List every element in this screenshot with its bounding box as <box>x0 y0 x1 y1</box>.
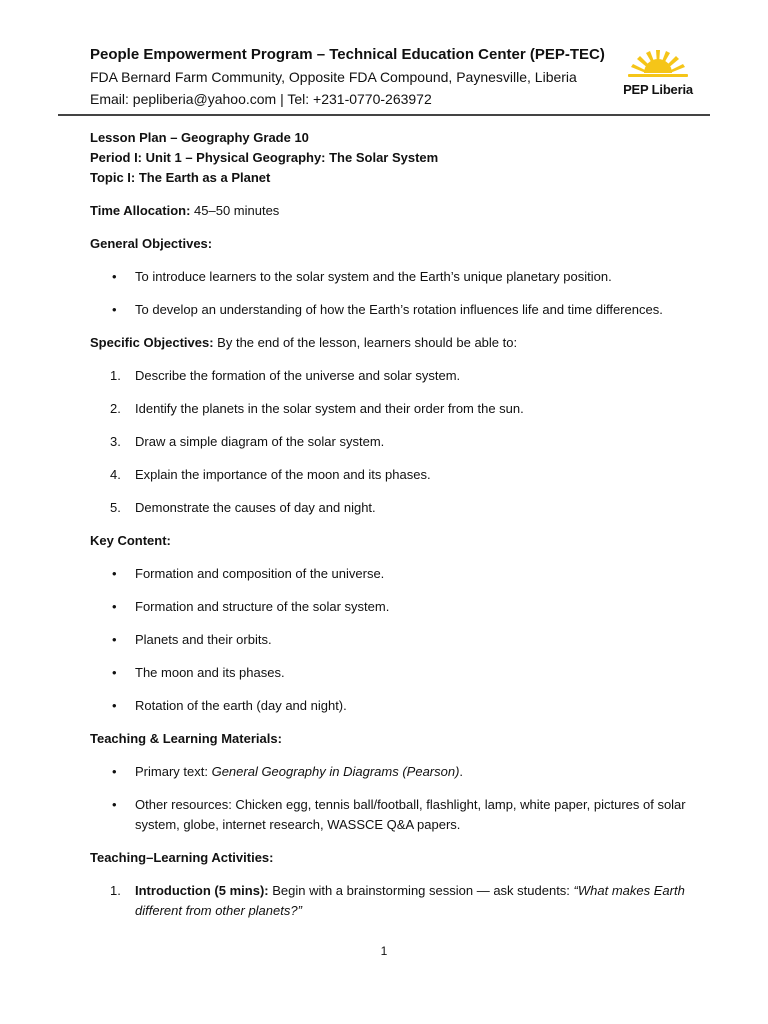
specific-objectives <box>90 333 690 353</box>
list-item: • Rotation of the earth (day and night). <box>90 696 690 716</box>
page-number: 1 <box>380 944 388 958</box>
list-item: 2. Identify the planets in the solar system and their order from the sun. <box>110 401 524 416</box>
organization-address: FDA Bernard Farm Community, Opposite FDA Compound, Paynesville, Liberia <box>90 69 577 85</box>
list-item: • To develop an understanding of how the Earth’s rotation influences life and time differences. <box>90 300 690 320</box>
primary-text-title: General Geography in Diagrams (Pearson) <box>211 764 460 779</box>
lesson-period: Period I: Unit 1 – Physical Geography: The Solar System <box>90 150 439 165</box>
bullet-icon: • <box>112 269 117 284</box>
lesson-plan-body <box>90 128 690 921</box>
sun-rays-icon <box>622 46 694 82</box>
list-item: • Other resources: Chicken egg, tennis ball/football, flashlight, lamp, white paper, pictures of solar system, globe, internet research, WASSCE Q&A papers. <box>112 797 686 832</box>
list-item: 1. Introduction (5 mins): Begin with a brainstorming session — ask students: “What makes Earth different from other planets?” <box>110 883 685 918</box>
materials-list <box>90 762 690 835</box>
list-item: • Primary text: General Geography in Diagrams (Pearson). <box>90 762 690 782</box>
specific-objectives-label: Specific Objectives: <box>90 335 214 350</box>
activities-list <box>90 881 690 921</box>
bullet-icon: • <box>112 566 117 581</box>
list-item: 1. Describe the formation of the universe and solar system. <box>110 368 461 383</box>
time-allocation-value: 45–50 minutes <box>190 203 280 218</box>
time-allocation-label: Time Allocation: <box>90 203 191 218</box>
list-item: • Formation and composition of the universe. <box>90 564 690 584</box>
list-item: 3. Draw a simple diagram of the solar system. <box>110 434 385 449</box>
bullet-icon: • <box>112 599 117 614</box>
organization-name: People Empowerment Program – Technical Education Center (PEP-TEC) <box>90 46 605 63</box>
introduction-question: “What makes Earth different from other planets?” <box>135 883 685 918</box>
letterhead <box>90 44 710 116</box>
list-item: • To introduce learners to the solar system and the Earth’s unique planetary position. <box>90 267 690 287</box>
bullet-icon: • <box>112 698 117 713</box>
key-content-list <box>90 564 690 716</box>
lesson-topic: Topic I: The Earth as a Planet <box>90 170 271 185</box>
key-content-heading: Key Content: <box>90 533 171 548</box>
organization-contact: Email: pepliberia@yahoo.com | Tel: +231-0770-263972 <box>90 91 432 107</box>
bullet-icon: • <box>112 797 117 812</box>
bullet-icon: • <box>112 632 117 647</box>
bullet-icon: • <box>112 764 117 779</box>
header-divider <box>58 114 710 116</box>
list-item: • Formation and structure of the solar system. <box>90 597 690 617</box>
time-allocation <box>90 201 690 221</box>
pep-liberia-logo <box>622 46 694 102</box>
lesson-plan-title: Lesson Plan – Geography Grade 10 <box>90 130 309 145</box>
specific-objectives-list <box>90 366 690 518</box>
general-objectives-list <box>90 267 690 320</box>
specific-objectives-intro: By the end of the lesson, learners should be able to: <box>213 335 518 350</box>
logo-text: PEP Liberia <box>623 82 693 97</box>
list-item: 4. Explain the importance of the moon and its phases. <box>110 467 431 482</box>
bullet-icon: • <box>112 665 117 680</box>
general-objectives-heading: General Objectives: <box>90 236 213 251</box>
list-item: • The moon and its phases. <box>90 663 690 683</box>
introduction-label: Introduction (5 mins): <box>135 883 269 898</box>
activities-heading: Teaching–Learning Activities: <box>90 850 274 865</box>
materials-heading: Teaching & Learning Materials: <box>90 731 282 746</box>
list-item: • Planets and their orbits. <box>90 630 690 650</box>
bullet-icon: • <box>112 302 117 317</box>
list-item: 5. Demonstrate the causes of day and night. <box>110 500 376 515</box>
